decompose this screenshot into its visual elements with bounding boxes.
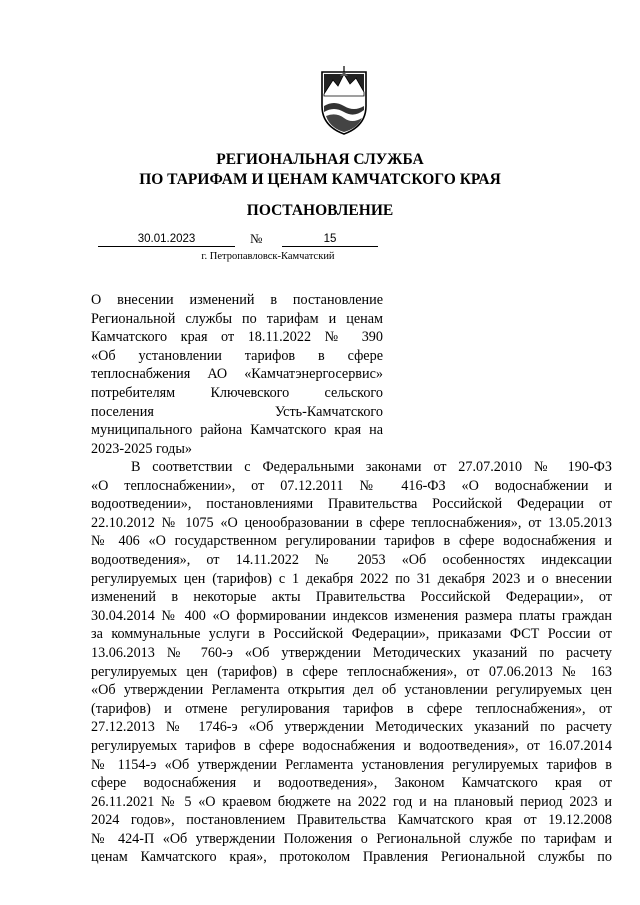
subject-line: «Об установлении тарифов в сфере	[91, 347, 383, 364]
document-body	[91, 458, 612, 867]
subject-line: Камчатского края от 18.11.2022 № 390	[91, 329, 383, 346]
org-title-line-1: РЕГИОНАЛЬНАЯ СЛУЖБА	[216, 151, 424, 168]
document-city: г. Петропавловск-Камчатский	[201, 251, 335, 262]
subject-line: потребителям Ключевского сельского	[91, 384, 383, 401]
body-line: 26.11.2021 № 5 «О краевом бюджете на 2022 год и на плановый период 2023 и	[91, 793, 612, 810]
body-line: (тарифов) и отмене регулирования тарифов в сфере теплоснабжения», от	[91, 700, 612, 717]
body-line: регулируемых цен (тарифов) с 1 декабря 2022 по 31 декабря 2023 и о внесении	[91, 570, 612, 587]
subject-line: муниципального района Камчатского края на	[91, 422, 383, 439]
subject-line: теплоснабжения АО «Камчатэнергосервис»	[91, 366, 383, 383]
subject-line: поселения Усть-Камчатского	[91, 403, 383, 420]
body-line: «Об утверждении Регламента открытия дел об установлении регулируемых цен	[91, 682, 612, 699]
body-line: изменений в некоторые акты Правительства Российской Федерации», от	[91, 589, 612, 606]
body-line: сфере водоснабжения и водоотведения», Законом Камчатского края от	[91, 775, 612, 792]
body-line: регулируемых цен (тарифов) в сфере теплоснабжения», от 07.06.2013 № 163	[91, 663, 612, 680]
document-type: ПОСТАНОВЛЕНИЕ	[246, 202, 394, 219]
body-line: водоотведения», от 14.11.2022 № 2053 «Об особенностях индексации	[91, 551, 612, 568]
body-line: регулируемых тарифов в сфере водоснабжения и водоотведения», от 16.07.2014	[91, 737, 612, 754]
org-title-line-2: ПО ТАРИФАМ И ЦЕНАМ КАМЧАТСКОГО КРАЯ	[139, 171, 501, 188]
number-sign: №	[250, 231, 263, 246]
body-line: В соответствии с Федеральными законами от 27.07.2010 № 190-ФЗ	[131, 459, 612, 475]
body-line: за коммунальные услуги в Российской Федерации», приказами ФСТ России от	[91, 626, 612, 643]
document-number: 15	[282, 233, 378, 247]
subject-line: 2023-2025 годы»	[91, 440, 193, 457]
body-line: водоотведении», постановлениями Правительства Российской Федерации от	[91, 496, 612, 513]
body-line: 22.10.2012 № 1075 «О ценообразовании в сфере теплоснабжения», от 13.05.2013	[91, 514, 612, 531]
body-line: 2024 годов», постановлением Правительства Камчатского края от 19.12.2008	[91, 812, 612, 829]
subject-line: О внесении изменений в постановление	[91, 292, 383, 308]
body-line: «О теплоснабжении», от 07.12.2011 № 416-ФЗ «О водоснабжении и	[91, 477, 612, 494]
subject-line: Региональной службы по тарифам и ценам	[91, 310, 383, 327]
body-line: 13.06.2013 № 760-э «Об утверждении Методических указаний по расчету	[91, 644, 612, 661]
body-line: № 406 «О государственном регулировании тарифов в сфере водоснабжения и	[91, 533, 612, 550]
body-line: № 424-П «Об утверждении Положения о Региональной службе по тарифам и	[91, 830, 612, 847]
document-date: 30.01.2023	[98, 233, 235, 247]
body-line: ценам Камчатского края», протоколом Правления Региональной службы по	[91, 849, 612, 866]
document-subject	[91, 291, 383, 458]
body-line: 30.04.2014 № 400 «О формировании индексов изменения размера платы граждан	[91, 607, 612, 624]
coat-of-arms-icon	[318, 66, 370, 136]
body-line: 27.12.2013 № 1746-э «Об утверждении Методических указаний по расчету	[91, 719, 612, 736]
body-line: № 1154-э «Об утверждении Регламента установления регулируемых тарифов в	[91, 756, 612, 773]
